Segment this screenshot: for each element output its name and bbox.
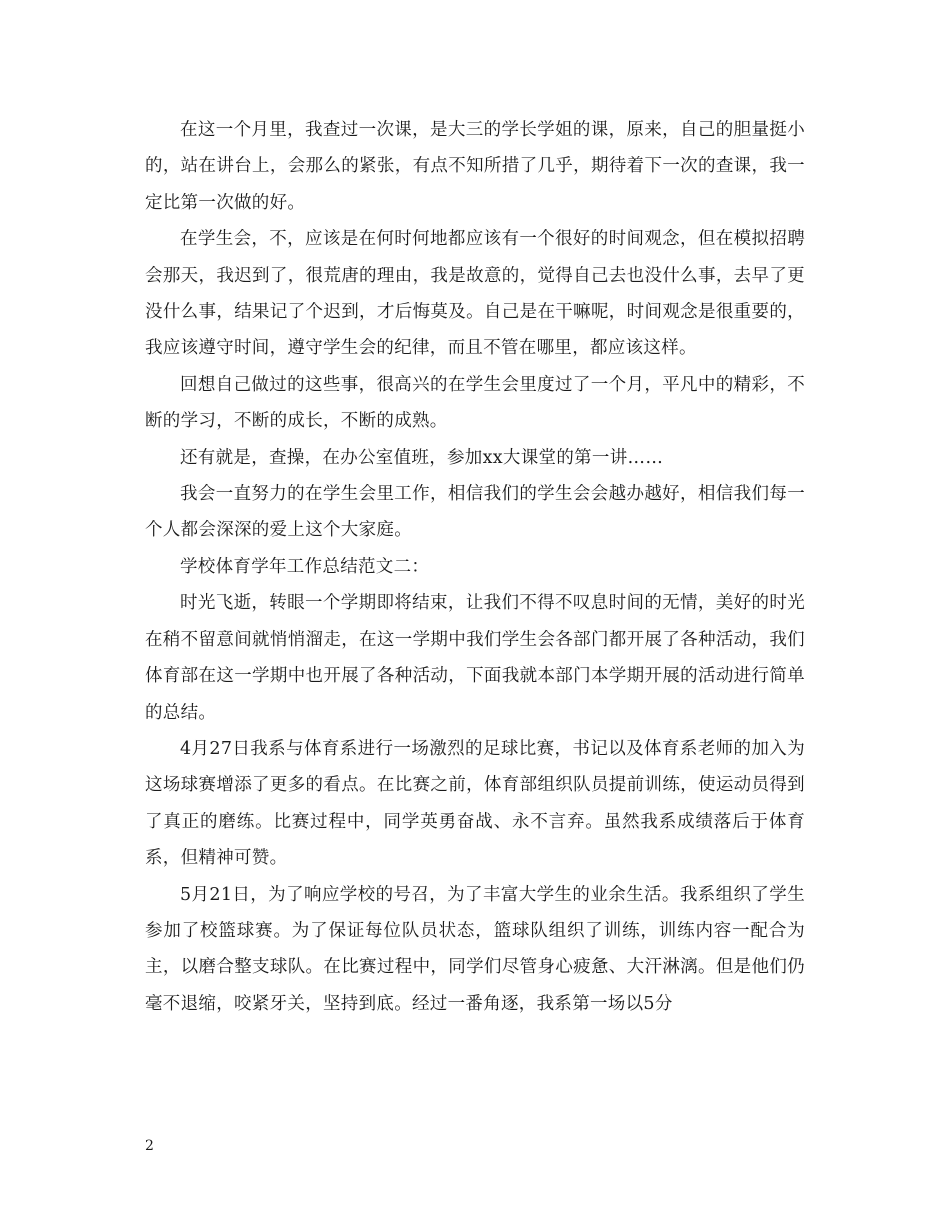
paragraph-time-awareness: 在学生会，不，应该是在何时何地都应该有一个很好的时间观念，但在模拟招聘会那天，我迟到了，很荒唐的理由，我是故意的，觉得自己去也没什么事，去早了更没什么事，结果记了个迟到，才后悔莫及。自己是在干嘛呢，时间观念是很重要的，我应该遵守时间，遵守学生会的纪律，而且不管在哪里，都应该这样。 bbox=[145, 229, 805, 359]
paragraph-class-inspection: 在这一个月里，我查过一次课，是大三的学长学姐的课，原来，自己的胆量挺小的，站在讲台上，会那么的紧张，有点不知所措了几乎，期待着下一次的查课，我一定比第一次做的好。 bbox=[145, 120, 805, 213]
paragraph-reflection: 回想自己做过的这些事，很高兴的在学生会里度过了一个月，平凡中的精彩，不断的学习，不断的成长，不断的成熟。 bbox=[145, 374, 805, 432]
paragraph-commitment: 我会一直努力的在学生会里工作，相信我们的学生会会越办越好，相信我们每一个人都会深深的爱上这个大家庭。 bbox=[145, 484, 805, 541]
paragraph-semester-intro: 时光飞逝，转眼一个学期即将结束，让我们不得不叹息时间的无情，美好的时光在稍不留意间就悄悄溜走，在这一学期中我们学生会各部门都开展了各种活动，我们体育部在这一学期中也开展了各种活动，下面我就本部门本学期开展的活动进行简单的总结。 bbox=[145, 593, 805, 723]
document-body bbox=[145, 112, 805, 1022]
page-number: 2 bbox=[145, 1138, 154, 1154]
section-heading: 学校体育学年工作总结范文二： bbox=[180, 556, 430, 577]
paragraph-football-match: 4月27日我系与体育系进行一场激烈的足球比赛，书记以及体育系老师的加入为这场球赛增添了更多的看点。在比赛之前，体育部组织队员提前训练，使运动员得到了真正的磨练。比赛过程中，同学英勇奋战、永不言弃。虽然我系成绩落后于体育系，但精神可赞。 bbox=[145, 738, 805, 869]
paragraph-other-duties: 还有就是，查操，在办公室值班，参加xx大课堂的第一讲…… bbox=[180, 447, 664, 468]
paragraph-basketball-match: 5月21日，为了响应学校的号召，为了丰富大学生的业余生活。我系组织了学生参加了校篮球赛。为了保证每位队员状态，篮球队组织了训练，训练内容一配合为主，以磨合整支球队。在比赛过程中，同学们尽管身心疲惫、大汗淋漓。但是他们仍毫不退缩，咬紧牙关，坚持到底。经过一番角逐，我系第一场以5分 bbox=[145, 884, 805, 1014]
